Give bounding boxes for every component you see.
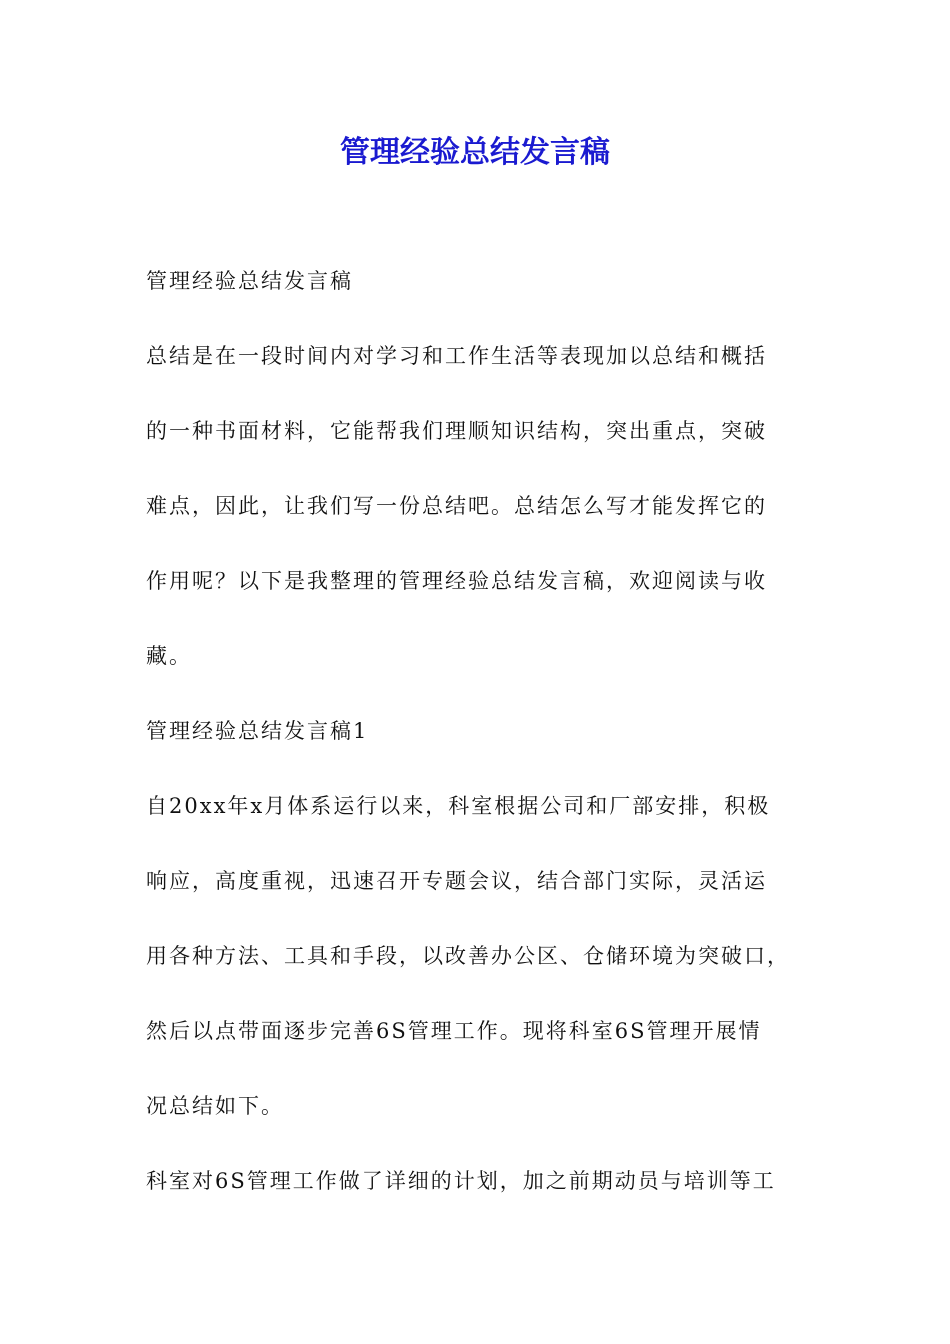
text-line: 总结是在一段时间内对学习和工作生活等表现加以总结和概括 xyxy=(146,344,767,368)
text-line: 难点，因此，让我们写一份总结吧。总结怎么写才能发挥它的 xyxy=(146,494,767,518)
document-body xyxy=(146,244,812,1219)
text-line: 科室对6S管理工作做了详细的计划，加之前期动员与培训等工 xyxy=(146,1169,776,1193)
document-title: 管理经验总结发言稿 xyxy=(340,135,610,170)
paragraph-subtitle xyxy=(146,244,812,319)
text-line: 管理经验总结发言稿1 xyxy=(146,719,369,743)
paragraph-section-1 xyxy=(146,769,812,1144)
paragraph-section-2 xyxy=(146,1144,812,1219)
text-line: 响应，高度重视，迅速召开专题会议，结合部门实际，灵活运 xyxy=(146,869,767,893)
text-line: 管理经验总结发言稿 xyxy=(146,269,353,293)
text-line: 藏。 xyxy=(146,644,192,668)
paragraph-section-heading xyxy=(146,694,812,769)
text-line: 的一种书面材料，它能帮我们理顺知识结构，突出重点，突破 xyxy=(146,419,767,443)
text-line: 用各种方法、工具和手段，以改善办公区、仓储环境为突破口， xyxy=(146,944,790,968)
text-line: 作用呢？以下是我整理的管理经验总结发言稿，欢迎阅读与收 xyxy=(146,569,767,593)
paragraph-intro xyxy=(146,319,812,694)
text-line: 况总结如下。 xyxy=(146,1094,284,1118)
text-line: 自20xx年x月体系运行以来，科室根据公司和厂部安排，积极 xyxy=(146,794,771,818)
text-line: 然后以点带面逐步完善6S管理工作。现将科室6S管理开展情 xyxy=(146,1019,762,1043)
